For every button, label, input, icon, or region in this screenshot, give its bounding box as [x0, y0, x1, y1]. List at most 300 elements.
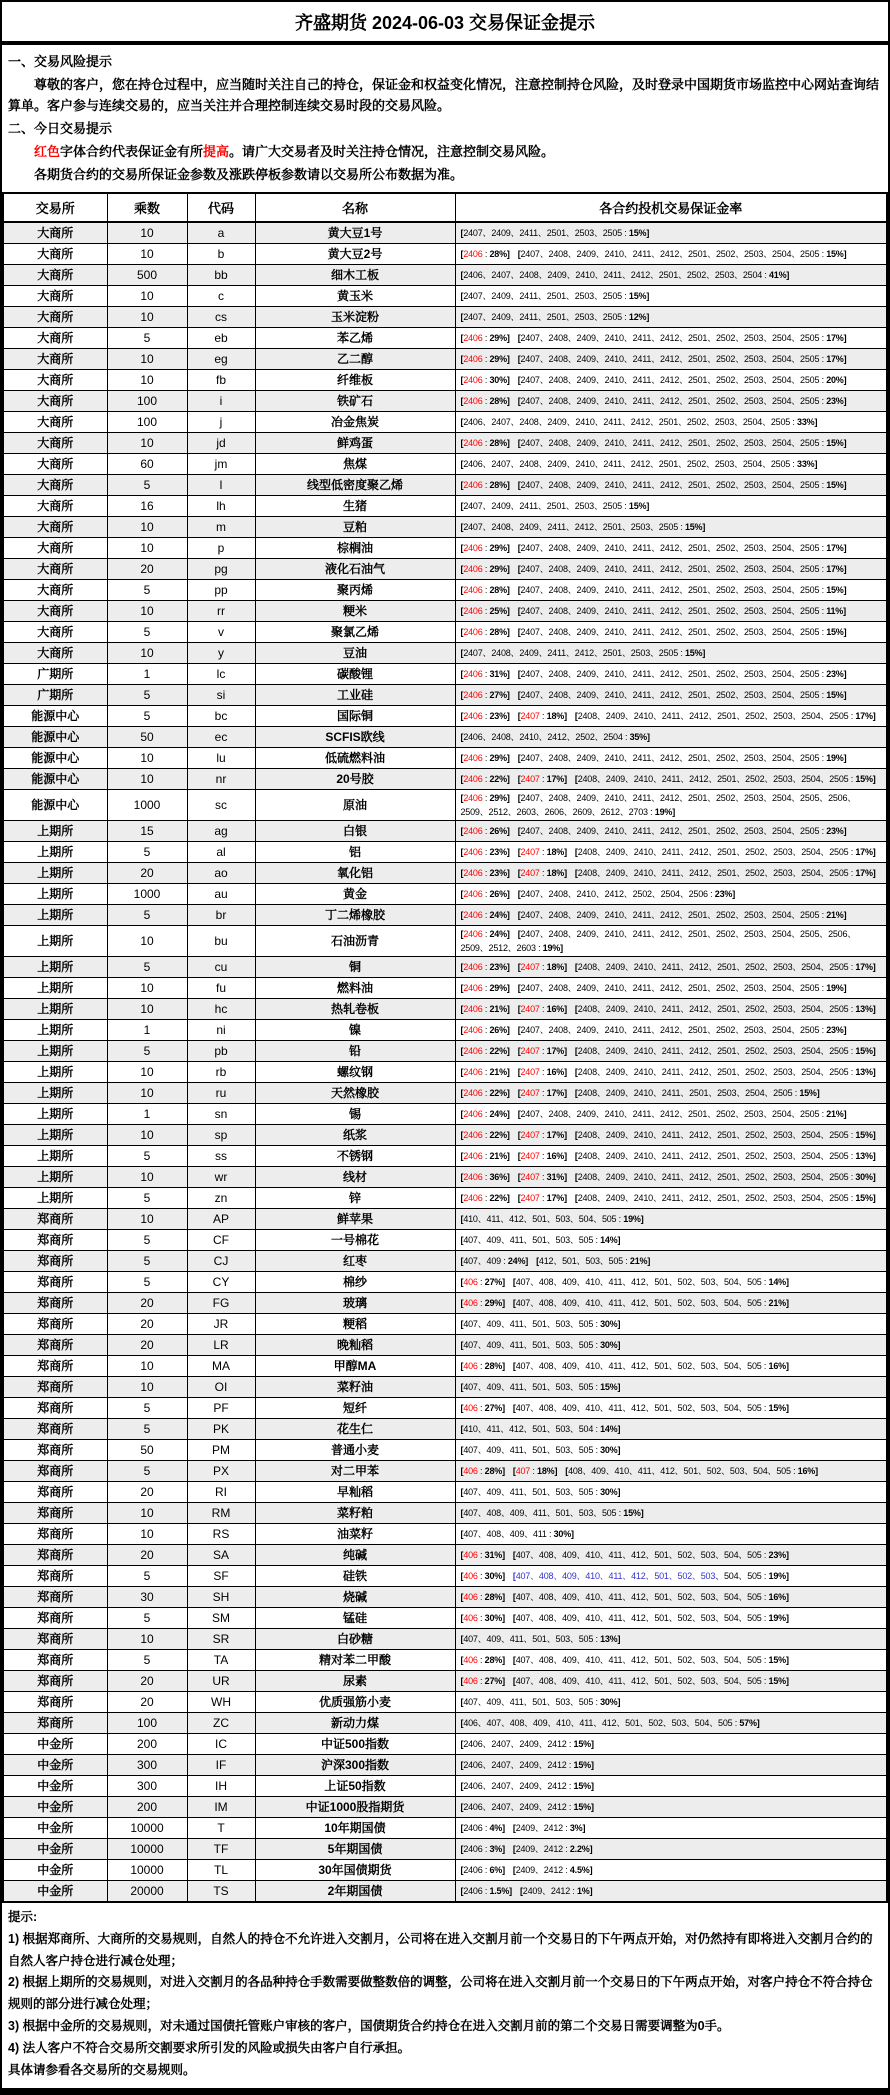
multiplier-cell: 10: [107, 642, 187, 663]
name-cell: 燃料油: [255, 977, 455, 998]
margin-rates-cell: [455, 1229, 887, 1250]
code-cell: eb: [187, 327, 255, 348]
multiplier-cell: 5: [107, 904, 187, 925]
raised-contract-months: 2406: [463, 710, 483, 721]
contract-months: 2407、2409、2411、2501、2503、2505: [463, 500, 622, 511]
margin-rate-value: 1.5%: [489, 1885, 510, 1896]
exchange-cell: 中金所: [3, 1817, 107, 1838]
exchange-cell: 郑商所: [3, 1544, 107, 1565]
contract-months: 407、408、409、410、411、412、501、502、503、504、505: [515, 1360, 762, 1371]
table-row-RI: [3, 1481, 887, 1502]
margin-rates-cell: [455, 1649, 887, 1670]
exchange-cell: 上期所: [3, 998, 107, 1019]
margin-rate-value: 14%: [600, 1423, 618, 1434]
margin-group: [2406 : 3%]: [460, 1843, 505, 1854]
code-cell: AP: [187, 1208, 255, 1229]
exchange-cell: 能源中心: [3, 768, 107, 789]
raised-contract-months: 2406: [463, 332, 483, 343]
raised-contract-months: 2407: [520, 1171, 540, 1182]
margin-rates-cell: [455, 1376, 887, 1397]
margin-group: [2407、2408、2409、2410、2411、2412、2501、2502、2503、2504、2505 : 17%]: [517, 542, 847, 553]
margin-group: [2407、2408、2409、2411、2412、2501、2503、2505 : 15%]: [460, 521, 706, 532]
margin-rates-cell: [455, 862, 887, 883]
margin-rates-cell: [455, 306, 887, 327]
multiplier-cell: 10: [107, 243, 187, 264]
margin-group: [2406 : 27%]: [460, 689, 510, 700]
exchange-cell: 上期所: [3, 1166, 107, 1187]
multiplier-cell: 5: [107, 1271, 187, 1292]
multiplier-cell: 10000: [107, 1817, 187, 1838]
exchange-cell: 大商所: [3, 579, 107, 600]
multiplier-cell: 5: [107, 1040, 187, 1061]
code-cell: IC: [187, 1733, 255, 1754]
exchange-cell: 能源中心: [3, 789, 107, 820]
margin-rate-value: 26%: [489, 1024, 507, 1035]
raised-margin-notice-line: [8, 142, 882, 163]
raised-contract-months: 2406: [463, 605, 483, 616]
exchange-cell: 大商所: [3, 516, 107, 537]
exchange-cell: 郑商所: [3, 1292, 107, 1313]
contract-months: 2407、2408、2409、2410、2411、2412、2501、2502、2503、2504、2505: [520, 626, 820, 637]
code-cell: OI: [187, 1376, 255, 1397]
contract-months: 412、501、503、505: [538, 1255, 623, 1266]
margin-group: [407、408、409、410、411、412、501、502、503、504、505 : 16%]: [512, 1591, 789, 1602]
margin-group: [2406、2407、2409、2412 : 15%]: [460, 1780, 594, 1791]
margin-group: [2407 : 16%]: [517, 1003, 567, 1014]
code-cell: nr: [187, 768, 255, 789]
raised-contract-months: 406: [463, 1402, 478, 1413]
contract-months: 2407、2408、2409、2410、2411、2412、2501、2502、2503、2504、2505: [520, 353, 820, 364]
code-cell: ni: [187, 1019, 255, 1040]
contract-months: 407、408、409、410、411、412、501、502、503、504、505: [515, 1654, 762, 1665]
exchange-cell: 郑商所: [3, 1397, 107, 1418]
margin-group: [2406、2408、2410、2412、2502、2504 : 35%]: [460, 731, 650, 742]
name-cell: SCFIS欧线: [255, 726, 455, 747]
margin-rate-value: 17%: [546, 1045, 565, 1056]
margin-group: [2406、2407、2409、2412 : 15%]: [460, 1759, 594, 1770]
code-cell: TF: [187, 1838, 255, 1859]
margin-rates-cell: [455, 411, 887, 432]
margin-rate-value: 18%: [546, 846, 565, 857]
col-header-code: 代码: [187, 193, 255, 222]
table-row-nr: [3, 768, 887, 789]
table-row-eg: [3, 348, 887, 369]
multiplier-cell: 5: [107, 1418, 187, 1439]
margin-group: [2406、2407、2408、2409、2410、2411、2412、2501、2502、2503、2504、2505 : 33%]: [460, 416, 818, 427]
name-cell: 黄大豆1号: [255, 222, 455, 244]
margin-group: [2407、2408、2409、2410、2411、2412、2501、2502、2503、2504、2505 : 17%]: [517, 332, 847, 343]
margin-rate-value: 11%: [826, 605, 844, 616]
table-row-ec: [3, 726, 887, 747]
contract-months: 2407、2408、2409、2411、2412、2501、2503、2505: [463, 647, 679, 658]
margin-rate-value: 33%: [797, 458, 815, 469]
name-cell: 原油: [255, 789, 455, 820]
margin-rates-cell: [455, 621, 887, 642]
margin-group: [407、408、409、410、411、412、501、502、503、504、505 : 15%]: [512, 1654, 789, 1665]
table-row-TL: [3, 1859, 887, 1880]
margin-group: [2407、2408、2409、2410、2411、2412、2501、2502、2503、2504、2505 : 23%]: [517, 1024, 847, 1035]
exchange-cell: 郑商所: [3, 1607, 107, 1628]
table-row-br: [3, 904, 887, 925]
raised-contract-months: 2406: [463, 248, 483, 259]
margin-group: [2406 : 24%]: [460, 909, 510, 920]
exchange-cell: 郑商所: [3, 1229, 107, 1250]
name-cell: 苯乙烯: [255, 327, 455, 348]
margin-rate-value: 15%: [826, 584, 844, 595]
table-row-MA: [3, 1355, 887, 1376]
margin-rate-value: 28%: [484, 1465, 503, 1476]
code-cell: lc: [187, 663, 255, 684]
multiplier-cell: 30: [107, 1586, 187, 1607]
margin-group: [2409、2412 : 1%]: [519, 1885, 593, 1896]
multiplier-cell: 10000: [107, 1838, 187, 1859]
contract-months: 2408、2409、2410、2411、2412、2501、2502、2503、2504、2505: [577, 1003, 849, 1014]
margin-rate-value: 15%: [855, 1045, 873, 1056]
margin-rate-value: 21%: [629, 1255, 648, 1266]
exchange-cell: 中金所: [3, 1754, 107, 1775]
multiplier-cell: 10: [107, 1082, 187, 1103]
margin-group: [2407、2408、2409、2410、2411、2412、2501、2502、2503、2504、2505 : 15%]: [517, 437, 847, 448]
margin-rate-value: 17%: [546, 1129, 565, 1140]
margin-group: [406 : 27%]: [460, 1402, 505, 1413]
margin-rates-cell: [455, 390, 887, 411]
margin-group: [2406 : 29%]: [460, 542, 510, 553]
contract-months: 407、408、409、410、411、412、501、502、503、504、505: [515, 1612, 762, 1623]
margin-rates-cell: [455, 495, 887, 516]
margin-group: [2407 : 17%]: [517, 773, 567, 784]
contract-months: 2407、2408、2409、2410、2411、2412、2501、2502、2503、2504、2505: [520, 374, 820, 385]
exchange-cell: 大商所: [3, 558, 107, 579]
raised-contract-months: 2407: [520, 846, 540, 857]
margin-group: [2406 : 23%]: [460, 961, 510, 972]
contract-months: 407、408、409、411、501、503、505: [463, 1507, 617, 1518]
exchange-cell: 郑商所: [3, 1628, 107, 1649]
table-row-ss: [3, 1145, 887, 1166]
margin-rate-value: 21%: [489, 1150, 507, 1161]
margin-rate-value: 29%: [489, 542, 507, 553]
table-row-v: [3, 621, 887, 642]
margin-rate-value: 4%: [489, 1822, 503, 1833]
margin-group: [2406 : 28%]: [460, 626, 510, 637]
exchange-cell: 上期所: [3, 904, 107, 925]
margin-rates-cell: [455, 956, 887, 977]
contract-months: 2407、2408、2409、2410、2411、2412、2501、2502、2503、2504、2505: [520, 584, 820, 595]
raised-contract-months: 406: [463, 1360, 478, 1371]
exchange-cell: 中金所: [3, 1796, 107, 1817]
margin-group: [2408、2409、2410、2411、2412、2501、2502、2503、2504、2505 : 15%]: [574, 1129, 876, 1140]
code-cell: CF: [187, 1229, 255, 1250]
exchange-cell: 大商所: [3, 285, 107, 306]
table-row-zn: [3, 1187, 887, 1208]
code-cell: au: [187, 883, 255, 904]
raised-contract-months: 2406: [463, 1024, 483, 1035]
margin-rate-value: 13%: [855, 1066, 873, 1077]
margin-group: [407、408、409、410、411、412、501、502、503、504、505 : 15%]: [512, 1675, 789, 1686]
table-row-SF: [3, 1565, 887, 1586]
exchange-cell: 上期所: [3, 1082, 107, 1103]
multiplier-cell: 1000: [107, 883, 187, 904]
raised-contract-months: 2406: [463, 374, 483, 385]
margin-group: [2409、2412 : 2.2%]: [512, 1843, 593, 1854]
multiplier-cell: 10000: [107, 1859, 187, 1880]
margin-rate-value: 23%: [489, 867, 507, 878]
table-row-cu: [3, 956, 887, 977]
raised-contract-months: 2406: [463, 909, 483, 920]
multiplier-cell: 5: [107, 474, 187, 495]
margin-rates-cell: [455, 1691, 887, 1712]
exchange-cell: 中金所: [3, 1838, 107, 1859]
code-cell: y: [187, 642, 255, 663]
exchange-cell: 大商所: [3, 432, 107, 453]
exchange-cell: 郑商所: [3, 1334, 107, 1355]
name-cell: 普通小麦: [255, 1439, 455, 1460]
code-cell: IM: [187, 1796, 255, 1817]
margin-group: [2407 : 18%]: [517, 961, 567, 972]
margin-group: [2407 : 17%]: [517, 1087, 567, 1098]
margin-rates-cell: [455, 904, 887, 925]
margin-group: [2407、2409、2411、2501、2503、2505 : 15%]: [460, 290, 650, 301]
margin-rate-value: 22%: [489, 1129, 507, 1140]
contract-months: 2407、2408、2409、2410、2411、2412、2501、2502、2503、2504、2505: [520, 332, 820, 343]
margin-rates-cell: [455, 1187, 887, 1208]
raised-contract-months: 2406: [463, 689, 483, 700]
contract-months: 2407、2409、2411、2501、2503、2505: [463, 311, 622, 322]
margin-rates-cell: [455, 1040, 887, 1061]
contract-months: 410、411、412、501、503、504: [463, 1423, 594, 1434]
table-row-sc: [3, 789, 887, 820]
exchange-cell: 郑商所: [3, 1439, 107, 1460]
table-row-RS: [3, 1523, 887, 1544]
contract-months: 2407、2408、2409、2410、2411、2412、2501、2502、2503、2504、2505: [520, 1108, 820, 1119]
margin-rate-value: 15%: [684, 647, 703, 658]
margin-rates-cell: [455, 1208, 887, 1229]
contract-months: 2408、2409、2410、2411、2501、2503、2504、2505: [577, 1087, 793, 1098]
contract-months: 、504、505: [715, 1570, 762, 1581]
code-cell: v: [187, 621, 255, 642]
table-row-pb: [3, 1040, 887, 1061]
margin-rates-cell: [455, 1670, 887, 1691]
contract-months: 407、408、409、410、411、412、501、502、503、504、505: [515, 1549, 762, 1560]
multiplier-cell: 60: [107, 453, 187, 474]
col-header-name: 名称: [255, 193, 455, 222]
multiplier-cell: 100: [107, 1712, 187, 1733]
margin-rate-value: 17%: [546, 1192, 565, 1203]
name-cell: 红枣: [255, 1250, 455, 1271]
exchange-cell: 大商所: [3, 453, 107, 474]
risk-warning-paragraph: 尊敬的客户，您在持仓过程中，应当随时关注自己的持仓，保证金和权益变化情况，注意控制持仓风险，及时登录中国期货市场监控中心网站查询结算单。客户参与连续交易的，应当关注并合理控制连续交易时段的交易风险。: [8, 76, 880, 113]
margin-group: [2406 : 30%]: [460, 374, 510, 385]
table-row-T: [3, 1817, 887, 1838]
margin-rate-value: 15%: [826, 689, 844, 700]
margin-group: [2407、2408、2409、2410、2411、2412、2501、2502、2503、2504、2505 : 15%]: [517, 584, 847, 595]
code-cell: ss: [187, 1145, 255, 1166]
margin-rate-value: 3%: [569, 1822, 583, 1833]
multiplier-cell: 10: [107, 977, 187, 998]
exchange-cell: 郑商所: [3, 1481, 107, 1502]
contract-months: 2407、2408、2409、2410、2411、2412、2501、2502、2503、2504、2505: [520, 248, 820, 259]
margin-rate-value: 30%: [484, 1570, 503, 1581]
exchange-cell: 大商所: [3, 411, 107, 432]
exchange-cell: 中金所: [3, 1880, 107, 1902]
table-row-CJ: [3, 1250, 887, 1271]
notes-list: [8, 1929, 882, 2060]
multiplier-cell: 20: [107, 1334, 187, 1355]
code-cell: a: [187, 222, 255, 244]
margin-group: [2407 : 18%]: [517, 846, 567, 857]
exchange-cell: 能源中心: [3, 747, 107, 768]
margin-group: [412、501、503、505 : 21%]: [536, 1255, 651, 1266]
margin-group: [2406、2407、2409、2412 : 15%]: [460, 1738, 594, 1749]
margin-rates-cell: [455, 474, 887, 495]
multiplier-cell: 20000: [107, 1880, 187, 1902]
name-cell: 碳酸锂: [255, 663, 455, 684]
name-cell: 白砂糖: [255, 1628, 455, 1649]
multiplier-cell: 10: [107, 998, 187, 1019]
margin-rates-cell: [455, 369, 887, 390]
contract-months: 407、409、411、501、503、505: [463, 1486, 594, 1497]
code-cell: WH: [187, 1691, 255, 1712]
code-cell: c: [187, 285, 255, 306]
margin-rate-value: 24%: [489, 928, 507, 939]
margin-rate-value: 30%: [489, 374, 507, 385]
margin-group: [2408、2409、2410、2411、2412、2501、2502、2503、2504、2505 : 15%]: [574, 1045, 876, 1056]
margin-rate-value: 31%: [546, 1171, 565, 1182]
multiplier-cell: 10: [107, 1376, 187, 1397]
multiplier-cell: 20: [107, 558, 187, 579]
name-cell: 新动力煤: [255, 1712, 455, 1733]
contract-months: 407、409、411、501、503、505: [463, 1633, 594, 1644]
margin-rates-cell: [455, 642, 887, 663]
multiplier-cell: 20: [107, 1292, 187, 1313]
margin-group: [407、408、409、410、411、412、501、502、503、504、505 : 19%]: [512, 1612, 789, 1623]
multiplier-cell: 100: [107, 411, 187, 432]
name-cell: 热轧卷板: [255, 998, 455, 1019]
name-cell: 上证50指数: [255, 1775, 455, 1796]
margin-group: [407、408、409、410、411、412、501、502、503、504、505 : 14%]: [512, 1276, 789, 1287]
name-cell: 烧碱: [255, 1586, 455, 1607]
exchange-cell: 郑商所: [3, 1586, 107, 1607]
name-cell: 早籼稻: [255, 1481, 455, 1502]
margin-rates-cell: [455, 1439, 887, 1460]
raised-contract-months: 2406: [463, 1045, 483, 1056]
margin-rates-cell: [455, 1019, 887, 1040]
raised-margin-red-text: 红色: [34, 144, 61, 160]
margin-group: [2406 : 29%]: [460, 563, 510, 574]
exchange-cell: 大商所: [3, 222, 107, 244]
margin-group: [407、409、411、501、503、505 : 15%]: [460, 1381, 621, 1392]
exchange-cell: 上期所: [3, 883, 107, 904]
name-cell: 菜籽粕: [255, 1502, 455, 1523]
multiplier-cell: 5: [107, 1607, 187, 1628]
margin-rate-value: 13%: [855, 1003, 873, 1014]
code-cell: lu: [187, 747, 255, 768]
exchange-cell: 上期所: [3, 1061, 107, 1082]
margin-rate-value: 17%: [855, 867, 873, 878]
contract-months: 2407、2408、2409、2410、2411、2412、2501、2502、2503、2504、2505: [520, 437, 820, 448]
margin-group: [2406 : 4%]: [460, 1822, 505, 1833]
margin-rate-value: 30%: [600, 1696, 618, 1707]
name-cell: 豆油: [255, 642, 455, 663]
raised-contract-months: 2406: [463, 626, 483, 637]
raised-contract-months: 407: [515, 1465, 531, 1476]
margin-rate-value: 6%: [489, 1864, 503, 1875]
code-cell: TL: [187, 1859, 255, 1880]
table-row-hc: [3, 998, 887, 1019]
contract-months: 2409、2412: [515, 1822, 563, 1833]
table-row-bu: [3, 925, 887, 956]
margin-rates-cell: [455, 998, 887, 1019]
code-cell: ec: [187, 726, 255, 747]
margin-rate-value: 23%: [826, 395, 844, 406]
margin-group: [406 : 28%]: [460, 1465, 505, 1476]
margin-group: [2406 : 29%]: [460, 332, 510, 343]
raised-contract-months: 406: [463, 1570, 478, 1581]
table-row-JR: [3, 1313, 887, 1334]
margin-group: [406 : 27%]: [460, 1675, 505, 1686]
table-row-jd: [3, 432, 887, 453]
code-cell: SA: [187, 1544, 255, 1565]
table-row-SM: [3, 1607, 887, 1628]
col-header-multiplier: 乘数: [107, 193, 187, 222]
name-cell: 白银: [255, 820, 455, 841]
multiplier-cell: 200: [107, 1733, 187, 1754]
raised-contract-months: 2406: [463, 668, 483, 679]
margin-group: [2406 : 25%]: [460, 605, 510, 616]
multiplier-cell: 16: [107, 495, 187, 516]
margin-group: [407、409、411、501、503、505 : 14%]: [460, 1234, 621, 1245]
contract-months: 407、408、409、411: [463, 1528, 547, 1539]
margin-rate-value: 19%: [768, 1570, 786, 1581]
margin-group: [2407、2408、2409、2410、2411、2412、2501、2502、2503、2504、2505 : 19%]: [517, 752, 847, 763]
table-row-ru: [3, 1082, 887, 1103]
exchange-cell: 大商所: [3, 642, 107, 663]
table-row-bc: [3, 705, 887, 726]
name-cell: 5年期国债: [255, 1838, 455, 1859]
margin-group: [2406 : 28%]: [460, 437, 510, 448]
margin-rates-cell: [455, 1817, 887, 1838]
raised-contract-months: 2407: [520, 961, 540, 972]
name-cell: 聚丙烯: [255, 579, 455, 600]
multiplier-cell: 50: [107, 726, 187, 747]
margin-rate-value: 19%: [826, 982, 844, 993]
name-cell: 中证1000股指期货: [255, 1796, 455, 1817]
margin-rate-value: 12%: [628, 311, 647, 322]
table-row-LR: [3, 1334, 887, 1355]
code-cell: bc: [187, 705, 255, 726]
margin-rate-value: 3%: [489, 1843, 503, 1854]
code-cell: rb: [187, 1061, 255, 1082]
margin-rate-value: 19%: [542, 942, 561, 953]
margin-rate-value: 23%: [489, 846, 507, 857]
margin-rate-value: 22%: [489, 1087, 507, 1098]
margin-rate-value: 4.5%: [569, 1864, 590, 1875]
name-cell: 鲜苹果: [255, 1208, 455, 1229]
code-cell: lh: [187, 495, 255, 516]
margin-rates-cell: [455, 1733, 887, 1754]
contract-months: 2407、2408、2409、2410、2411、2412、2501、2502、2503、2504、2505: [520, 605, 820, 616]
margin-group: [2407、2408、2409、2411、2412、2501、2503、2505 : 15%]: [460, 647, 706, 658]
margin-rates-cell: [455, 768, 887, 789]
table-row-l: [3, 474, 887, 495]
margin-rates-cell: [455, 789, 887, 820]
margin-rate-value: 14%: [768, 1276, 786, 1287]
exchange-cell: 大商所: [3, 348, 107, 369]
margin-rate-value: 14%: [600, 1234, 618, 1245]
contract-months: 2407、2408、2409、2410、2411、2412、2501、2502、2503、2504、2505、2506、2509、2512、2603: [460, 928, 857, 953]
name-cell: 聚氯乙烯: [255, 621, 455, 642]
exchange-cell: 上期所: [3, 925, 107, 956]
margin-group: [406、407、408、409、410、411、412、501、502、503、504、505 : 57%]: [460, 1717, 760, 1728]
